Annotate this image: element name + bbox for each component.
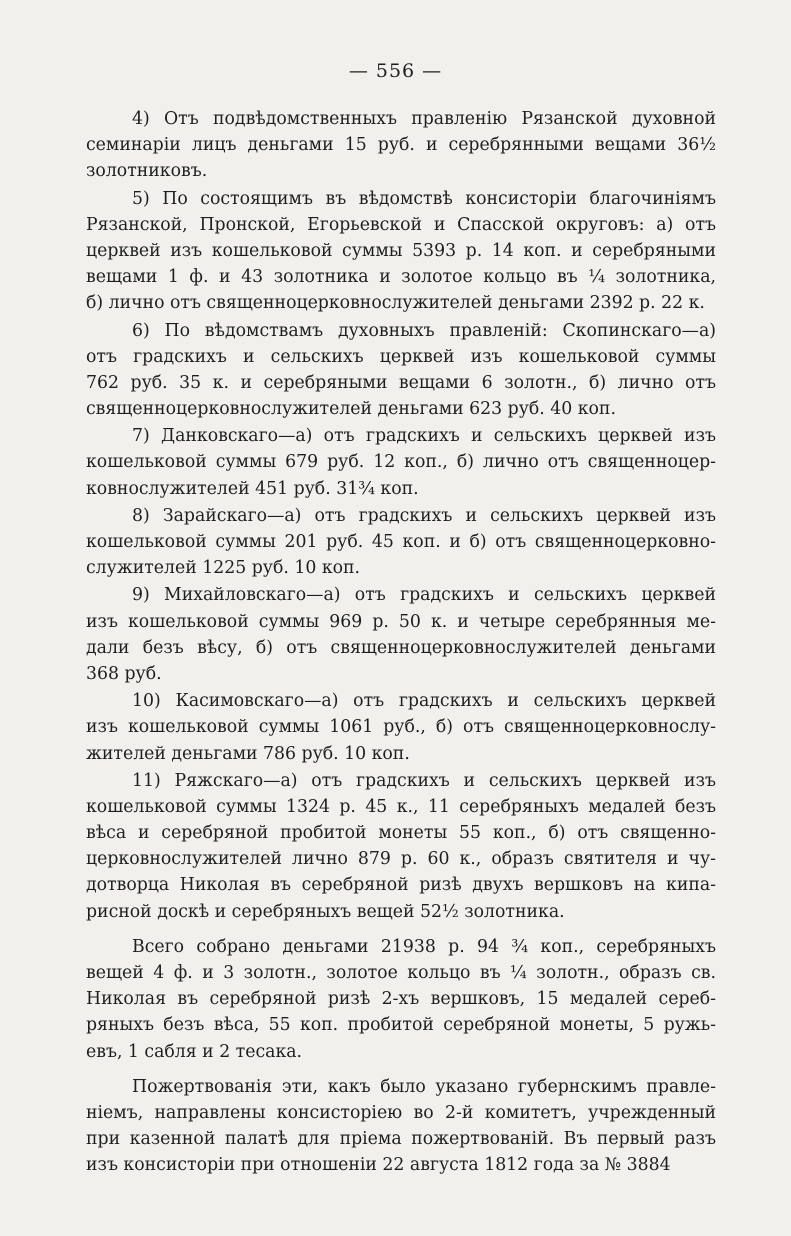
text-line: отъ градскихъ и сельскихъ церквей изъ кошельковой суммы	[86, 346, 716, 367]
text-line: церковнослужителей лично 879 р. 60 к., образъ святителя и чу-	[86, 849, 716, 870]
text-line: ряныхъ безъ вѣса, 55 коп. пробитой серебряной монеты, 5 ружь-	[86, 1015, 716, 1036]
text-line: 11) Ряжскаго—а) отъ градскихъ и сельскихъ церквей изъ	[132, 770, 716, 791]
text-line: кошельковой суммы 1324 р. 45 к., 11 серебряныхъ медалей безъ	[86, 796, 716, 817]
paragraph	[86, 318, 716, 423]
text-line: семинаріи лицъ деньгами 15 руб. и серебрянными вещами 36½	[86, 135, 716, 156]
paragraph	[86, 186, 716, 317]
text-line: 8) Зарайскаго—а) отъ градскихъ и сельскихъ церквей изъ	[132, 505, 716, 526]
text-line: 10) Касимовскаго—а) отъ градскихъ и сельскихъ церквей	[132, 691, 716, 712]
text-line: евъ, 1 сабля и 2 тесака.	[86, 1041, 303, 1062]
text-line: 4) Отъ подвѣдомственныхъ правленію Рязанской духовной	[132, 109, 716, 129]
text-line: жителей деньгами 786 руб. 10 коп.	[86, 743, 410, 764]
text-line: Всего собрано деньгами 21938 р. 94 ¾ коп., серебряныхъ	[132, 936, 716, 957]
text-line: ніемъ, направлены консисторіею во 2-й комитетъ, учрежденный	[86, 1102, 716, 1123]
text-line: Николая въ серебряной ризѣ 2-хъ вершковъ, 15 медалей сереб-	[86, 989, 716, 1010]
paragraph	[86, 768, 716, 925]
text-line: б) лично отъ священноцерковнослужителей деньгами 2392 р. 22 к.	[86, 293, 705, 314]
text-line: священноцерковнослужителей деньгами 623 руб. 40 коп.	[86, 399, 616, 420]
page-body	[86, 106, 716, 1180]
text-line: 762 руб. 35 к. и серебряными вещами 6 золотн., б) лично отъ	[86, 372, 716, 393]
text-line: рисной доскѣ и серебряныхъ вещей 52½ золотника.	[86, 901, 565, 922]
text-line: изъ консисторіи при отношеніи 22 августа 1812 года за № 3884	[86, 1155, 671, 1176]
text-line: Пожертвованія эти, какъ было указано губернскимъ правле-	[132, 1076, 716, 1097]
text-line: вѣса и серебряной пробитой монеты 55 коп., б) отъ священно-	[86, 823, 716, 844]
text-line: изъ кошельковой суммы 1061 руб., б) отъ священноцерковнослу-	[86, 717, 716, 738]
text-line: вещей 4 ф. и 3 золотн., золотое кольцо въ ¼ золотн., образъ св.	[86, 963, 716, 983]
text-line: вещами 1 ф. и 43 золотника и золотое кольцо въ ¼ золотника,	[86, 267, 716, 288]
text-line: кошельковой суммы 201 руб. 45 коп. и б) отъ священноцерковно-	[86, 532, 716, 552]
paragraph	[86, 106, 716, 185]
text-line: дали безъ вѣсу, б) отъ священноцерковнослужителей деньгами	[86, 637, 716, 658]
text-line: золотниковъ.	[86, 161, 208, 182]
paragraph	[86, 423, 716, 502]
text-line: Рязанской, Пронской, Егорьевской и Спасской округовъ: а) отъ	[86, 214, 716, 235]
text-line: 6) По вѣдомствамъ духовныхъ правленій: Скопинскаго—а)	[132, 320, 716, 341]
paragraph	[86, 582, 716, 687]
paragraph	[86, 1074, 716, 1179]
text-line: ковнослужителей 451 руб. 31¾ коп.	[86, 478, 419, 499]
text-line: 7) Данковскаго—а) отъ градскихъ и сельскихъ церквей изъ	[132, 426, 716, 447]
paragraph	[86, 934, 716, 1065]
page-number: — 556 —	[348, 60, 443, 82]
text-line: 9) Михайловскаго—а) отъ градскихъ и сельскихъ церквей	[132, 585, 716, 606]
paragraph	[86, 503, 716, 582]
text-line: дотворца Николая въ серебряной ризѣ двухъ вершковъ на кипа-	[86, 875, 716, 896]
paragraph-gap	[86, 926, 716, 934]
text-line: при казенной палатѣ для пріема пожертвованій. Въ первый разъ	[86, 1129, 716, 1150]
text-line: служителей 1225 руб. 10 коп.	[86, 558, 361, 579]
text-line: изъ кошельковой суммы 969 р. 50 к. и четыре серебрянныя ме-	[86, 611, 716, 632]
text-line: церквей изъ кошельковой суммы 5393 р. 14 коп. и серебряными	[86, 240, 716, 261]
text-line: кошельковой суммы 679 руб. 12 коп., б) лично отъ священноцер-	[86, 452, 716, 473]
paragraph	[86, 688, 716, 767]
text-line: 368 руб.	[86, 663, 162, 684]
text-line: 5) По состоящимъ въ вѣдомствѣ консисторіи благочиніямъ	[132, 188, 716, 209]
paragraph-gap	[86, 1066, 716, 1074]
